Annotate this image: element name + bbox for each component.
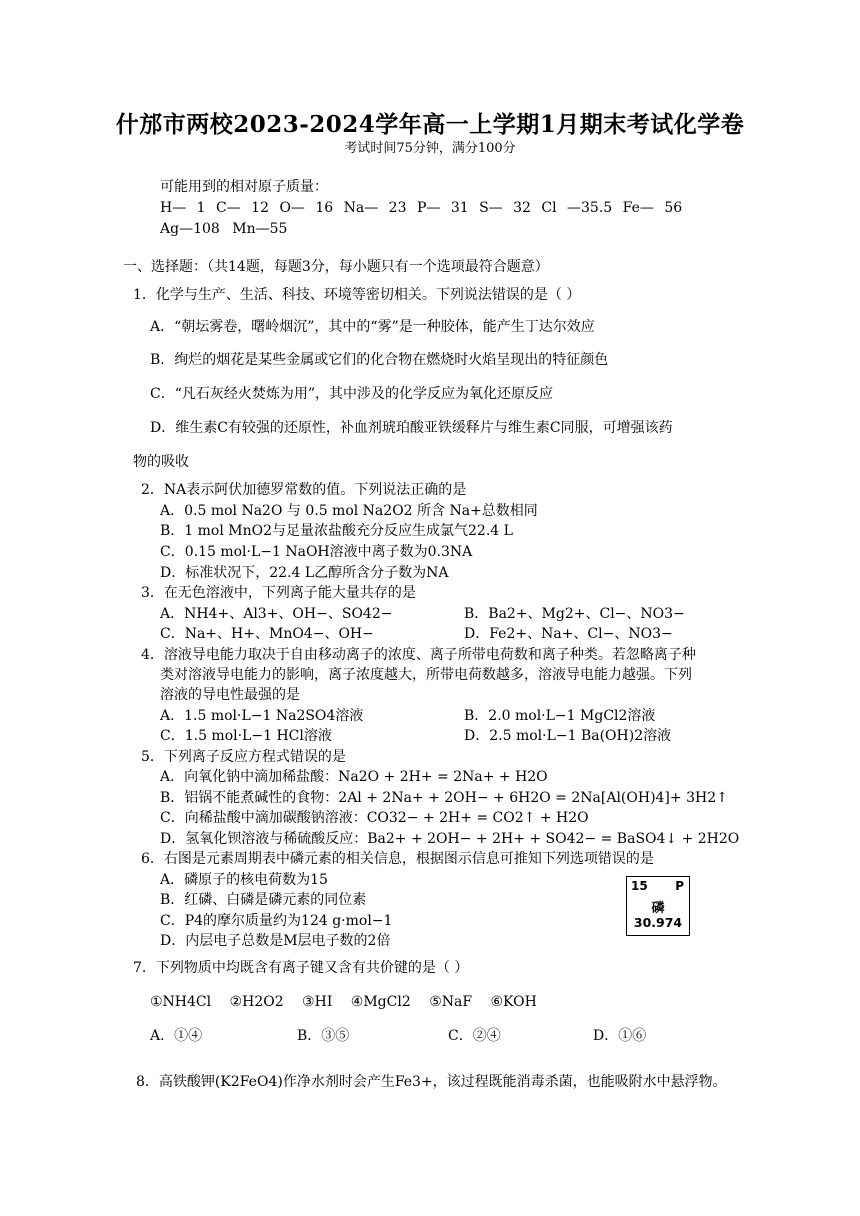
- q3-option-c: C．Na+、H+、MnO4−、OH−: [160, 626, 374, 642]
- q1-option-d-cont: 物的吸收: [133, 454, 189, 470]
- q2-option-c: C．0.15 mol·L−1 NaOH溶液中离子数为0.3NA: [160, 544, 473, 560]
- q3-stem: 3．在无色溶液中，下列离子能大量共存的是: [141, 585, 416, 601]
- q1-stem: 1．化学与生产、生活、科技、环境等密切相关。下列说法错误的是（ ）: [133, 287, 581, 303]
- q7-option-c: C．②④: [448, 1028, 501, 1044]
- q1-option-b: B．绚烂的烟花是某些金属或它们的化合物在燃烧时火焰呈现出的特征颜色: [150, 352, 609, 368]
- atomic-mass: 30.974: [633, 915, 683, 930]
- q6-stem: 6．右图是元素周期表中磷元素的相关信息，根据图示信息可推知下列选项错误的是: [141, 851, 654, 867]
- q2-option-b: B．1 mol MnO2与足量浓盐酸充分反应生成氯气22.4 L: [160, 523, 513, 539]
- q5-option-b: B．铝锅不能煮碱性的食物：2Al + 2Na+ + 2OH− + 6H2O = 2Na[Al(OH)4]+ 3H2↑: [160, 790, 728, 806]
- q7-stem: 7．下列物质中均既含有离子键又含有共价键的是（ ）: [133, 960, 469, 976]
- q5-option-c: C．向稀盐酸中滴加碳酸钠溶液：CO32− + 2H+ = CO2↑ + H2O: [160, 810, 589, 826]
- q2-option-d: D．标准状况下，22.4 L乙醇所含分子数为NA: [160, 565, 449, 581]
- q5-option-a: A．向氧化钠中滴加稀盐酸：Na2O + 2H+ = 2Na+ + H2O: [160, 769, 548, 785]
- q4-stem-3: 溶液的导电性最强的是: [160, 687, 300, 703]
- q4-option-b: B．2.0 mol·L−1 MgCl2溶液: [464, 708, 656, 724]
- element-name: 磷: [651, 901, 665, 916]
- q3-option-a: A．NH4+、Al3+、OH−、SO42−: [160, 606, 393, 622]
- element-symbol: P: [675, 879, 684, 893]
- q7-option-a: A．①④: [150, 1028, 203, 1044]
- q3-option-d: D．Fe2+、Na+、Cl−、NO3−: [464, 626, 673, 642]
- atomic-mass-header: 可能用到的相对原子质量：: [160, 179, 328, 195]
- section-heading: 一、选择题：（共14题，每题3分，每小题只有一个选项最符合题意）: [123, 259, 549, 275]
- atomic-mass-line1: H— 1 C— 12 O— 16 Na— 23 P— 31 S— 32 Cl —35.5 Fe— 56: [160, 200, 683, 216]
- phosphorus-element-card: [626, 876, 690, 936]
- q7-items: ①NH4Cl ②H2O2 ③HI ④MgCl2 ⑤NaF ⑥KOH: [150, 994, 537, 1010]
- page-title: 什邡市两校2023-2024学年高一上学期1月期末考试化学卷: [115, 111, 745, 138]
- q2-stem: 2．NA表示阿伏加德罗常数的值。下列说法正确的是: [141, 482, 467, 498]
- q1-option-c: C．“凡石灰经火焚炼为用”，其中涉及的化学反应为氧化还原反应: [150, 386, 554, 402]
- q5-stem: 5．下列离子反应方程式错误的是: [141, 749, 346, 765]
- q7-option-b: B．③⑤: [297, 1028, 350, 1044]
- atomic-number: 15: [631, 879, 648, 893]
- q6-option-a: A．磷原子的核电荷数为15: [160, 872, 328, 888]
- q6-option-c: C．P4的摩尔质量约为124 g·mol−1: [160, 913, 393, 929]
- q4-option-c: C．1.5 mol·L−1 HCl溶液: [160, 728, 332, 744]
- exam-info: 考试时间75分钟，满分100分: [344, 141, 516, 156]
- q7-option-d: D．①⑥: [593, 1028, 647, 1044]
- q8-stem: 8．高铁酸钾(K2FeO4)作净水剂时会产生Fe3+，该过程既能消毒杀菌，也能吸附水中悬浮物。: [136, 1074, 727, 1090]
- q4-stem-2: 类对溶液导电能力的影响，离子浓度越大，所带电荷数越多，溶液导电能力越强。下列: [160, 667, 692, 683]
- q2-option-a: A．0.5 mol Na2O 与 0.5 mol Na2O2 所含 Na+总数相同: [160, 503, 538, 519]
- atomic-mass-line2: Ag—108 Mn—55: [160, 221, 288, 237]
- q1-option-a: A．“朝坛雾卷，曙岭烟沉”，其中的“雾”是一种胶体，能产生丁达尔效应: [150, 319, 595, 335]
- q5-option-d: D．氢氧化钡溶液与稀硫酸反应：Ba2+ + 2OH− + 2H+ + SO42− = BaSO4↓ + 2H2O: [160, 831, 740, 847]
- q4-option-a: A．1.5 mol·L−1 Na2SO4溶液: [160, 708, 364, 724]
- q6-option-d: D．内层电子总数是M层电子数的2倍: [160, 933, 391, 949]
- q3-option-b: B．Ba2+、Mg2+、Cl−、NO3−: [464, 606, 685, 622]
- q6-option-b: B．红磷、白磷是磷元素的同位素: [160, 892, 367, 908]
- q1-option-d: D．维生素C有较强的还原性，补血剂琥珀酸亚铁缓释片与维生素C同服，可增强该药: [150, 420, 673, 436]
- q4-option-d: D．2.5 mol·L−1 Ba(OH)2溶液: [464, 728, 672, 744]
- q4-stem-1: 4．溶液导电能力取决于自由移动离子的浓度、离子所带电荷数和离子种类。若忽略离子种: [141, 647, 696, 663]
